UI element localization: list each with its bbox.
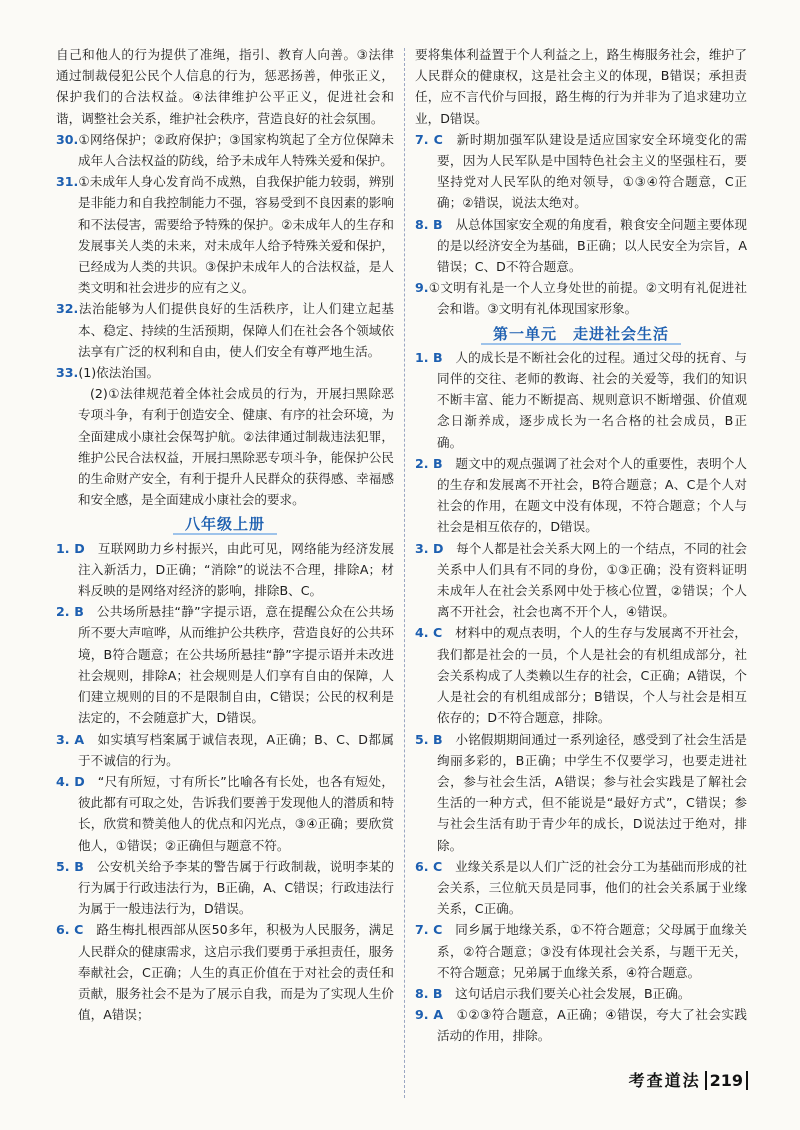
answer-number: 5. B xyxy=(56,858,84,874)
answer-item xyxy=(56,771,394,856)
answer-number: 2. B xyxy=(56,604,84,620)
answer-number: 32. xyxy=(56,301,79,317)
answer-text: 业缘关系是以人们广泛的社会分工为基础而形成的社会关系，三位航天员是同事，他们的社会关系属于业缘关系，C正确。 xyxy=(437,858,747,917)
answer-item xyxy=(415,1004,747,1046)
answer-number: 8. B xyxy=(415,985,443,1001)
answer-item xyxy=(56,171,394,298)
answer-text: 人的成长是不断社会化的过程。通过父母的抚育、与同伴的交往、老师的教诲、社会的关爱等，我们的知识不断丰富、能力不断提高、规则意识不断增强、价值观念日渐养成，逐步成长为一名合格的社会成员，B正确。 xyxy=(437,349,748,450)
answer-text: 同乡属于地缘关系，①不符合题意；父母属于血缘关系，②符合题意；③没有体现社会关系，与题干无关，不符合题意；兄弟属于血缘关系，④符合题意。 xyxy=(437,922,747,980)
page-number: 219 xyxy=(705,1071,748,1090)
answer-text: 如实填写档案属于诚信表现，A正确；B、C、D都属于不诚信的行为。 xyxy=(78,731,394,768)
answer-item xyxy=(56,129,394,171)
answer-item xyxy=(415,277,747,319)
section-heading xyxy=(56,514,394,535)
answer-item xyxy=(415,729,747,856)
answer-text: 材料中的观点表明，个人的生存与发展离不开社会，我们都是社会的一员，个人是社会的有机组成部分，社会关系构成了人类赖以生存的社会，C正确；A错误，个人是社会的有机组成部分；B错误，个人与社会是相互依存的；D不符合题意，排除。 xyxy=(437,625,747,726)
section-heading-text: 八年级上册 xyxy=(173,515,277,535)
answer-number: 33. xyxy=(56,365,79,381)
answer-text: ①未成年人身心发育尚不成熟，自我保护能力较弱，辨别是非能力和自我控制能力不强，容易受到不良因素的影响和不法侵害，需要给予特殊的保护。②未成年人的生存和发展事关人类的未来，对未成年人给予特殊关爱和保护，已经成为人类的共识。③保护未成年人的合法权益，是人类文明和社会进步的应有之义。 xyxy=(78,174,394,296)
answer-number: 4. C xyxy=(415,625,443,641)
answer-text: 路生梅扎根西部从医50多年，积极为人民服务，满足人民群众的健康需求，这启示我们要勇于承担责任，服务奉献社会，C正确；人生的真正价值在于对社会的责任和贡献，服务社会不是为了展示自我，而是为了实现人生价值，A错误； xyxy=(78,922,394,1023)
answer-item xyxy=(415,214,747,278)
page-footer xyxy=(629,1068,748,1091)
answer-item xyxy=(56,298,394,362)
answer-text: 这句话启示我们要关心社会发展，B正确。 xyxy=(442,985,691,1001)
right-column xyxy=(415,44,747,1047)
continued-paragraph: 自己和他人的行为提供了准绳，指引、教育人向善。③法律通过制裁侵犯公民个人信息的行为，惩恶扬善，伸张正义，保护我们的合法权益。④法律维护公平正义，促进社会和谐，调整社会关系，维护社会秩序，营造良好的社会氛围。 xyxy=(56,47,394,126)
answer-number: 9. xyxy=(415,280,429,296)
answer-number: 30. xyxy=(56,131,79,147)
answer-item xyxy=(415,453,747,538)
answer-text: ①文明有礼是一个人立身处世的前提。②文明有礼促进社会和谐。③文明有礼体现国家形象。 xyxy=(428,280,747,317)
answer-item xyxy=(415,347,747,453)
answer-item xyxy=(56,601,394,728)
answer-text: 互联网助力乡村振兴，由此可见，网络能为经济发展注入新活力，D正确；“消除”的说法不合理，排除A；材料反映的是网络对经济的影响，排除B、C。 xyxy=(78,540,395,599)
answer-text: 小铭假期期间通过一系列途径，感受到了社会生活是绚丽多彩的，B正确；中学生不仅要学习，也要走进社会，参与社会生活，A错误；参与社会实践是了解社会生活的一种方式，但不能说是“最好方式”，C错误；参与社会生活有助于青少年的成长，D说法过于绝对，排除。 xyxy=(437,731,748,853)
answer-text: 题文中的观点强调了社会对个人的重要性，表明个人的生存和发展离不开社会，B符合题意；A、C是个人对社会的作用，在题文中没有体现，不符合题意；个人与社会是相互依存的，D错误。 xyxy=(437,455,748,535)
column-divider xyxy=(404,48,405,1098)
answer-text: 公安机关给予李某的警告属于行政制裁，说明李某的行为属于行政违法行为，B正确，A、C错误；行政违法行为属于一般违法行为，D错误。 xyxy=(78,858,394,917)
answer-text: ①②③符合题意，A正确；④错误，夸大了社会实践活动的作用，排除。 xyxy=(437,1007,747,1044)
continued-paragraph: 要将集体利益置于个人利益之上，路生梅服务社会，维护了人民群众的健康权，这是社会主义的体现，B错误；承担责任，应不言代价与回报，路生梅的行为并非为了追求建功立业，D错误。 xyxy=(415,47,747,126)
answer-text: 公共场所悬挂“静”字提示语，意在提醒公众在公共场所不要大声喧哗，从而维护公共秩序，营造良好的公共环境，B符合题意；在公共场所悬挂“静”字提示语并未改进社会规则，排除A；社会规则是人们享有自由的保障，人们建立规则的目的不是限制自由，C错误；公民的权利是法定的，不会随意扩大，D错误。 xyxy=(78,604,395,726)
answer-item xyxy=(56,919,394,1025)
answer-number: 4. D xyxy=(56,773,85,789)
answer-number: 2. B xyxy=(415,455,443,471)
section-heading-text: 第一单元 走进社会生活 xyxy=(481,325,681,345)
answer-number: 1. B xyxy=(415,349,443,365)
answer-number: 9. A xyxy=(415,1007,444,1023)
answer-number: 3. D xyxy=(415,540,444,556)
answer-number: 8. B xyxy=(415,216,443,232)
answer-number: 31. xyxy=(56,174,79,190)
answer-number: 3. A xyxy=(56,731,85,747)
footer-label: 考查道法 xyxy=(628,1071,701,1090)
answer-item xyxy=(415,538,747,623)
left-column xyxy=(56,44,394,1025)
answer-number: 1. D xyxy=(56,540,85,556)
answer-text: 每个人都是社会关系大网上的一个结点，不同的社会关系中人们具有不同的身份，①③正确；没有资料证明未成年人在社会关系网中处于核心位置，②错误；个人离不开社会，社会也离不开个人，④错误。 xyxy=(437,540,748,620)
answer-subpart: (2)①法律规范着全体社会成员的行为，开展扫黑除恶专项斗争，有利于创造安全、健康、有序的社会环境，为全面建成小康社会保驾护航。②法律通过制裁违法犯罪，维护公民合法权益，开展扫黑除恶专项斗争，能保护公民的生命财产安全，有利于提升人民群众的获得感、幸福感和安全感，是全面建成小康社会的要求。 xyxy=(78,386,394,508)
answer-text: 从总体国家安全观的角度看，粮食安全问题主要体现的是以经济安全为基础，B正确；以人民安全为宗旨，A错误；C、D不符合题意。 xyxy=(437,216,748,275)
answer-item xyxy=(415,622,747,728)
answer-item xyxy=(415,919,747,983)
answer-number: 5. B xyxy=(415,731,443,747)
answer-item xyxy=(56,362,394,383)
answer-text: ①网络保护；②政府保护；③国家构筑起了全方位保障未成年人合法权益的防线，给予未成年人特殊关爱和保护。 xyxy=(78,131,394,169)
answer-text: (1)依法治国。 xyxy=(78,365,160,381)
answer-item xyxy=(56,538,394,602)
answer-number: 6. C xyxy=(56,922,84,938)
answer-number: 7. C xyxy=(415,922,443,938)
answer-item xyxy=(56,856,394,920)
answer-item xyxy=(415,856,747,920)
answer-text: 法治能够为人们提供良好的生活秩序，让人们建立起基本、稳定、持续的生活预期，保障人们在社会各个领域依法享有广泛的权利和自由，使人们安全有尊严地生活。 xyxy=(78,301,394,359)
answer-text: 新时期加强军队建设是适应国家安全环境变化的需要，因为人民军队是中国特色社会主义的坚强柱石，要坚持党对人民军队的绝对领导，①③④符合题意，C正确；②错误，说法太绝对。 xyxy=(437,131,747,211)
answer-number: 6. C xyxy=(415,858,443,874)
answer-item xyxy=(56,729,394,771)
answer-item xyxy=(415,129,747,214)
section-heading xyxy=(415,324,747,345)
answer-item xyxy=(415,983,747,1004)
answer-text: “尺有所短，寸有所长”比喻各有长处，也各有短处，彼此都有可取之处，告诉我们要善于发现他人的潜质和特长，欣赏和赞美他人的优点和闪光点，③④正确；要欣赏他人，①错误；②正确但与题意不符。 xyxy=(78,773,394,853)
answer-number: 7. C xyxy=(415,131,443,147)
